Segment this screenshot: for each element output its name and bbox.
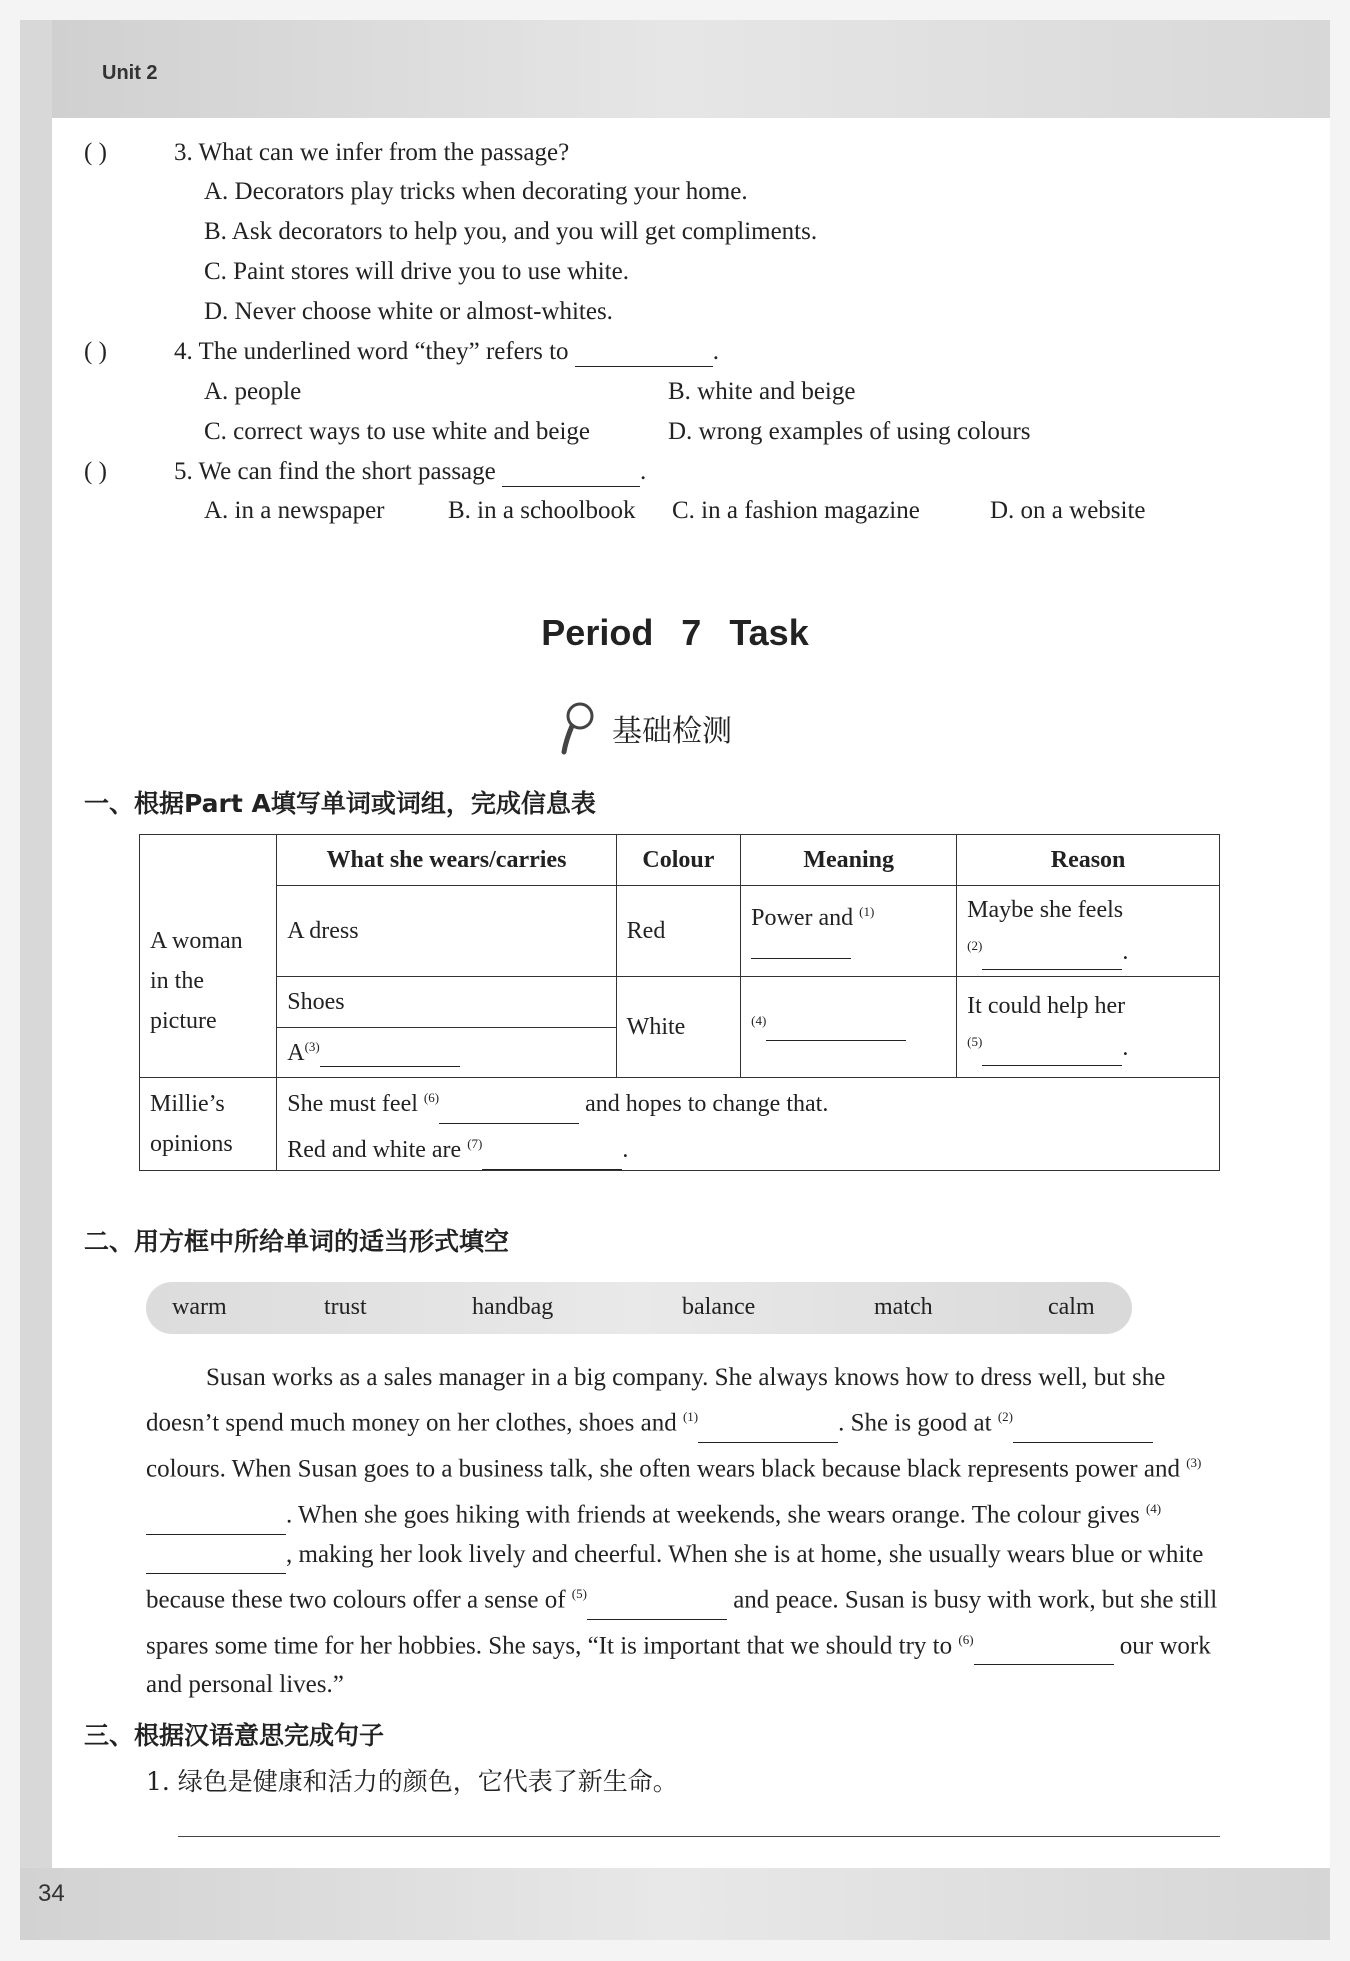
option-c: C. Paint stores will drive you to use white.	[204, 258, 629, 285]
word-trust: trust	[324, 1294, 367, 1320]
question-stem: 5. We can find the short passage	[174, 458, 496, 485]
blank-number: (1)	[682, 1409, 699, 1425]
option-c: C. in a fashion magazine	[672, 497, 920, 524]
blank-number: (4)	[1145, 1500, 1162, 1516]
para-text: Susan works as a sales manager in a big company. She always knows how to dress well, but she doesn’t spend much money on her clothes, shoes and	[146, 1364, 1166, 1437]
cell-reason-1: Maybe she feels $^{(2)}$ .	[957, 886, 1220, 977]
blank-number: (5)	[967, 1034, 983, 1049]
option-d: D. wrong examples of using colours	[668, 418, 1031, 445]
table-corner	[140, 835, 277, 886]
header-colour: Colour	[616, 835, 740, 886]
section-1-title: 一、根据Part A填写单词或词组，完成信息表	[84, 789, 596, 818]
header-meaning: Meaning	[741, 835, 957, 886]
footer-band	[20, 1868, 1330, 1940]
answer-line[interactable]	[178, 1836, 1220, 1837]
word-handbag: handbag	[472, 1294, 554, 1320]
word-calm: calm	[1048, 1294, 1095, 1320]
para-text: , making her look lively and cheerful. When she is at home, she usually wears blue or white because these two colours offer a sense of	[146, 1540, 1204, 1614]
blank-7[interactable]	[482, 1145, 622, 1170]
cell-meaning-1	[741, 886, 957, 977]
blank-number: (3)	[304, 1038, 320, 1054]
row-label-woman: A woman in the picture	[140, 886, 277, 1078]
cell-reason-5: It could help her $^{(5)}$ .	[957, 977, 1220, 1078]
option-d: D. on a website	[990, 497, 1146, 524]
word-balance: balance	[682, 1294, 756, 1320]
cell-opinions: She must feel $^{(6)}$ and hopes to change that. Red and white are $^{(7)}$ .	[277, 1078, 1220, 1171]
cloze-blank-1[interactable]	[698, 1418, 838, 1443]
hopes-text: and hopes to change that.	[585, 1091, 829, 1117]
option-c: C. correct ways to use white and beige	[204, 418, 590, 445]
blank-number: (5)	[571, 1586, 587, 1602]
word-match: match	[874, 1294, 933, 1320]
answer-blank[interactable]	[502, 462, 640, 487]
blank-number: (2)	[997, 1409, 1014, 1425]
blank-number: (1)	[859, 903, 875, 919]
word-box	[146, 1282, 1132, 1334]
blank-1[interactable]	[751, 934, 851, 959]
cell-red: Red	[616, 886, 740, 977]
option-b: B. white and beige	[668, 378, 856, 405]
option-a: A. in a newspaper	[204, 497, 385, 524]
para-text: our work and personal lives.”	[146, 1632, 1211, 1699]
cloze-paragraph	[146, 1358, 1222, 1705]
option-b: B. in a schoolbook	[448, 497, 636, 524]
blank-number: (4)	[751, 1013, 767, 1028]
left-margin-bar	[20, 20, 52, 1940]
answer-paren[interactable]: ( )	[84, 458, 107, 485]
translation-sentence-1: 1. 绿色是健康和活力的颜色，它代表了新生命。	[146, 1767, 678, 1796]
cloze-blank-5[interactable]	[587, 1595, 727, 1620]
power-and-text: Power and	[751, 904, 854, 931]
question-stem: 3. What can we infer from the passage?	[174, 139, 570, 166]
blank-number: (7)	[467, 1136, 483, 1151]
blank-number: (6)	[423, 1090, 440, 1105]
section-2-title: 二、用方框中所给单词的适当形式填空	[84, 1227, 510, 1256]
option-a: A. people	[204, 378, 302, 405]
para-text: . She is good at	[838, 1409, 992, 1437]
header-wears: What she wears/carries	[277, 835, 616, 886]
option-a: A. Decorators play tricks when decorating your home.	[204, 178, 748, 205]
row-label-millie: Millie’s opinions	[140, 1078, 277, 1171]
section-3-title: 三、根据汉语意思完成句子	[84, 1721, 385, 1750]
blank-5[interactable]	[982, 1041, 1122, 1066]
blank-number: (2)	[967, 938, 983, 953]
basic-check-label: 基础检测	[612, 714, 732, 749]
a-text: A	[287, 1039, 305, 1066]
cell-dress: A dress	[277, 886, 616, 977]
blank-number: (3)	[1186, 1455, 1202, 1471]
page-number: 34	[38, 1880, 65, 1907]
blank-number: (6)	[958, 1631, 974, 1647]
answer-blank[interactable]	[575, 342, 713, 367]
question-5: ( ) 5. We can find the short passage .	[84, 458, 647, 485]
blank-4[interactable]	[766, 1016, 906, 1041]
period-title: Period 7 Task	[541, 612, 809, 653]
option-b: B. Ask decorators to help you, and you will get compliments.	[204, 218, 818, 245]
answer-paren[interactable]: ( )	[84, 139, 107, 166]
blank-6[interactable]	[439, 1099, 579, 1124]
cloze-blank-6[interactable]	[974, 1640, 1114, 1665]
question-3	[84, 138, 569, 168]
cell-item-a	[277, 1028, 616, 1078]
header-band	[20, 20, 1330, 120]
red-white-text: Red and white are	[287, 1137, 462, 1163]
header-reason: Reason	[957, 835, 1220, 886]
cell-meaning-4	[741, 977, 957, 1078]
cell-white: White	[616, 977, 740, 1078]
cloze-blank-2[interactable]	[1013, 1418, 1153, 1443]
answer-paren[interactable]: ( )	[84, 338, 107, 365]
blank-2[interactable]	[982, 945, 1122, 970]
basic-check-heading	[558, 700, 732, 756]
para-text: and peace. Susan is busy with work, but she still spares some time for her hobbies. She says, “It is important that we should try to	[146, 1586, 1218, 1660]
magnifier-icon	[558, 700, 598, 756]
question-4: ( ) 4. The underlined word “they” refers to .	[84, 338, 720, 365]
must-feel-text: She must feel	[287, 1091, 418, 1117]
maybe-text: Maybe she feels	[967, 897, 1124, 923]
cell-shoes: Shoes	[277, 977, 616, 1028]
word-warm: warm	[172, 1294, 227, 1320]
unit-label: Unit 2	[102, 62, 158, 84]
could-help-text: It could help her	[967, 993, 1126, 1019]
option-d: D. Never choose white or almost-whites.	[204, 298, 613, 325]
info-table	[139, 834, 1220, 1171]
cloze-blank-3[interactable]	[146, 1510, 286, 1535]
para-text: colours. When Susan goes to a business talk, she often wears black because black represents power and	[146, 1455, 1180, 1483]
blank-3[interactable]	[320, 1042, 460, 1067]
para-text: . When she goes hiking with friends at weekends, she wears orange. The colour gives	[286, 1501, 1140, 1529]
question-stem: 4. The underlined word “they” refers to	[174, 338, 569, 365]
cloze-blank-4[interactable]	[146, 1549, 286, 1574]
